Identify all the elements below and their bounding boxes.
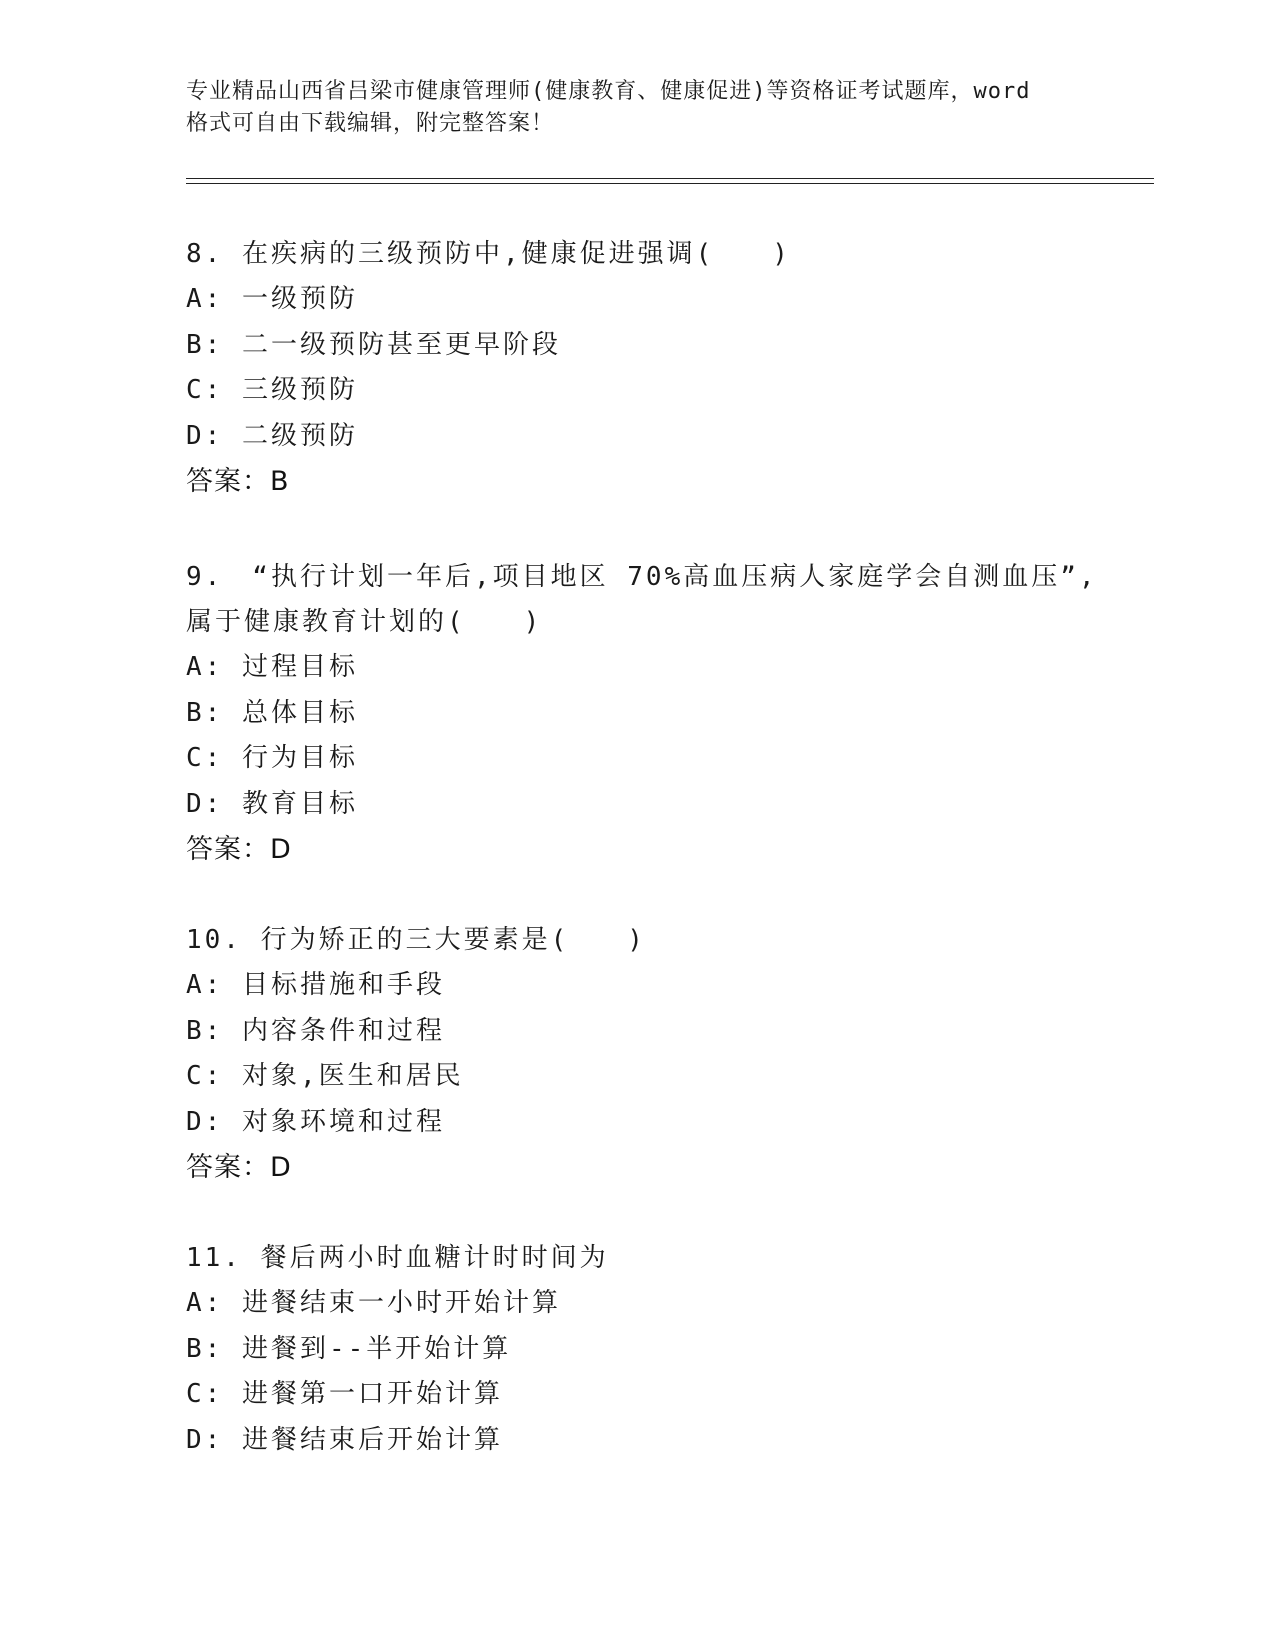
- header-divider-top: [186, 178, 1154, 179]
- option-d: D: 二级预防: [186, 420, 358, 451]
- answer: 答案：D: [186, 834, 292, 865]
- question-8: [186, 232, 1106, 504]
- question-11: [186, 1236, 1106, 1463]
- option-b: B: 二一级预防甚至更早阶段: [186, 329, 561, 360]
- option-d: D: 教育目标: [186, 788, 358, 819]
- header-divider-bottom: [186, 183, 1154, 184]
- option-c: C: 进餐第一口开始计算: [186, 1379, 503, 1409]
- option-b: B: 总体目标: [186, 697, 358, 728]
- option-a: A: 一级预防: [186, 284, 358, 314]
- option-c: C: 行为目标: [186, 743, 358, 773]
- question-text: 9. “执行计划一年后,项目地区 70%高血压病人家庭学会自测血压”,: [186, 562, 1098, 592]
- answer: 答案：B: [186, 466, 290, 497]
- question-text: 8. 在疾病的三级预防中,健康促进强调( ): [186, 239, 791, 269]
- document-header: [186, 76, 1086, 140]
- option-d: D: 进餐结束后开始计算: [186, 1424, 503, 1455]
- header-line-2: 格式可自由下载编辑，附完整答案！: [186, 111, 555, 136]
- question-9: [186, 555, 1106, 872]
- option-a: A: 过程目标: [186, 652, 358, 682]
- option-c: C: 三级预防: [186, 375, 358, 405]
- question-10: [186, 918, 1106, 1190]
- option-b: B: 内容条件和过程: [186, 1015, 445, 1046]
- question-text: 11. 餐后两小时血糖计时时间为: [186, 1243, 609, 1273]
- option-b: B: 进餐到--半开始计算: [186, 1333, 512, 1364]
- answer: 答案：D: [186, 1152, 292, 1183]
- option-d: D: 对象环境和过程: [186, 1106, 445, 1137]
- question-text-continued: 属于健康教育计划的( ): [186, 607, 543, 637]
- option-c: C: 对象,医生和居民: [186, 1061, 464, 1091]
- header-line-1: 专业精品山西省吕梁市健康管理师(健康教育、健康促进)等资格证考试题库，word: [186, 79, 1031, 104]
- question-text: 10. 行为矫正的三大要素是( ): [186, 925, 646, 955]
- option-a: A: 目标措施和手段: [186, 970, 445, 1000]
- option-a: A: 进餐结束一小时开始计算: [186, 1288, 561, 1318]
